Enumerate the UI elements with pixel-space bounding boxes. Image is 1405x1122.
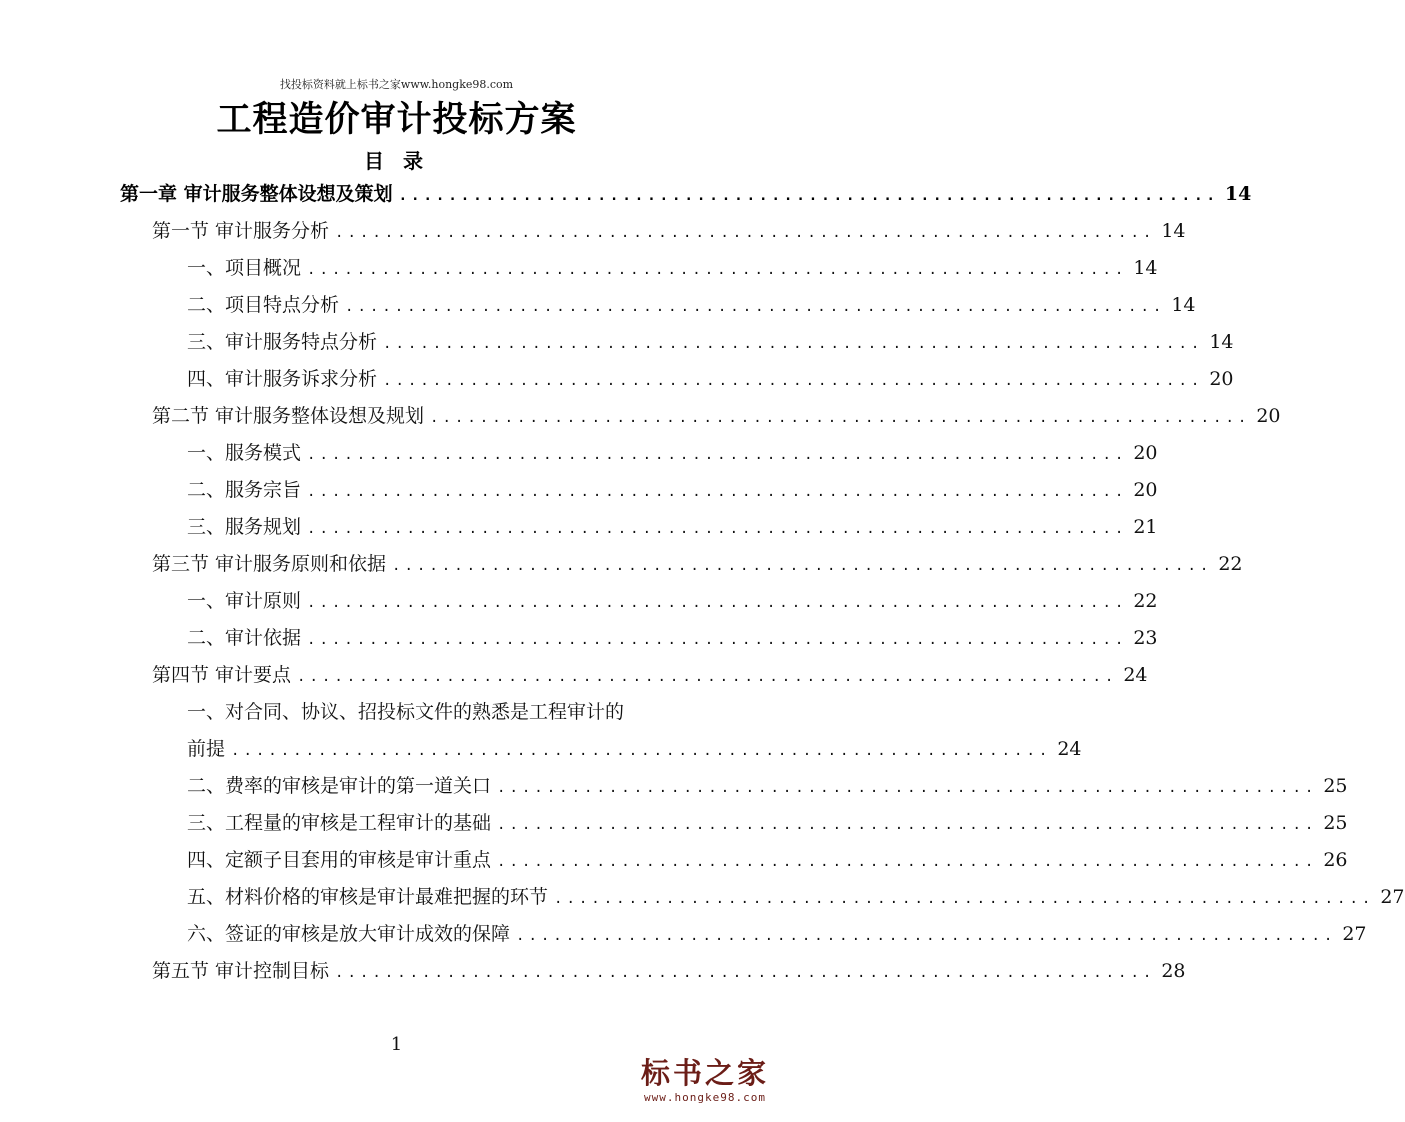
toc-entry-item[interactable] (187, 919, 1367, 949)
toc-dot-leader: .................................................................. (392, 558, 1213, 574)
toc-entry-label: 六、签证的审核是放大审计成效的保障 (187, 923, 511, 945)
toc-dot-leader: .................................................................. (231, 743, 1052, 759)
toc-entry-page: 25 (1323, 812, 1348, 834)
toc-entry-section[interactable] (152, 956, 1186, 986)
toc-entry-label: 二、服务宗旨 (187, 479, 302, 501)
toc-entry-label: 第四节 审计要点 (152, 664, 292, 686)
toc-entry-label: 第三节 审计服务原则和依据 (152, 553, 387, 575)
toc-entry-label: 三、工程量的审核是工程审计的基础 (187, 812, 492, 834)
toc-entry-page: 27 (1380, 886, 1405, 908)
watermark-url: www.hongke98.com (644, 1091, 766, 1104)
toc-entry-item[interactable] (187, 808, 1348, 838)
toc-dot-leader: .................................................................. (430, 410, 1251, 426)
toc-entry-item[interactable] (187, 512, 1158, 542)
toc-entry-label: 前提 (187, 738, 226, 760)
document-title: 工程造价审计投标方案 (216, 99, 577, 140)
toc-entry-item[interactable] (187, 327, 1234, 357)
toc-dot-leader: .................................................................. (497, 817, 1318, 833)
toc-entry-section[interactable] (152, 401, 1281, 431)
toc-entry-item[interactable] (187, 586, 1158, 616)
toc-dot-leader: .................................................................. (307, 262, 1128, 278)
toc-entry-page: 14 (1161, 220, 1186, 242)
toc-heading: 目 录 (364, 149, 429, 173)
toc-entry-page: 22 (1218, 553, 1243, 575)
toc-dot-leader: .................................................................. (307, 595, 1128, 611)
toc-entry-page: 14 (1171, 294, 1196, 316)
toc-entry-page: 26 (1323, 849, 1348, 871)
toc-entry-label: 五、材料价格的审核是审计最难把握的环节 (187, 886, 549, 908)
toc-entry-page: 14 (1133, 257, 1158, 279)
toc-entry-section[interactable] (152, 660, 1148, 690)
toc-entry-page: 20 (1133, 442, 1158, 464)
toc-dot-leader: .................................................................. (345, 299, 1166, 315)
toc-entry-page: 24 (1123, 664, 1148, 686)
toc-entry-page: 24 (1057, 738, 1082, 760)
toc-entry-item[interactable] (187, 771, 1348, 801)
toc-entry-label: 一、项目概况 (187, 257, 302, 279)
toc-entry-page: 20 (1256, 405, 1281, 427)
toc-entry-label: 第二节 审计服务整体设想及规划 (152, 405, 425, 427)
watermark-logo (630, 1055, 780, 1115)
toc-dot-leader: .................................................................. (307, 521, 1128, 537)
toc-entry-item[interactable] (187, 845, 1348, 875)
toc-dot-leader: .................................................................. (383, 373, 1204, 389)
toc-dot-leader: .................................................................. (516, 928, 1337, 944)
header-note: 找投标资料就上标书之家www.hongke98.com (279, 78, 514, 91)
toc-entry-item[interactable] (187, 253, 1158, 283)
toc-entry-label: 二、审计依据 (187, 627, 302, 649)
toc-entry-page: 20 (1133, 479, 1158, 501)
toc-entry-label: 一、服务模式 (187, 442, 302, 464)
toc-dot-leader: .................................................................. (335, 965, 1156, 981)
toc-entry-label: 三、服务规划 (187, 516, 302, 538)
toc-entry-item[interactable] (187, 623, 1158, 653)
toc-entry-page: 14 (1224, 183, 1252, 205)
toc-dot-leader: .................................................................. (383, 336, 1204, 352)
toc-entry-page: 22 (1133, 590, 1158, 612)
toc-entry-item[interactable] (187, 882, 1405, 912)
toc-entry-label: 三、审计服务特点分析 (187, 331, 378, 353)
toc-dot-leader: .................................................................. (398, 188, 1219, 204)
toc-dot-leader: .................................................................. (297, 669, 1118, 685)
toc-entry-label: 四、定额子目套用的审核是审计重点 (187, 849, 492, 871)
toc-entry-page: 23 (1133, 627, 1158, 649)
toc-entry-label: 二、费率的审核是审计的第一道关口 (187, 775, 492, 797)
toc-entry-item[interactable] (187, 734, 1082, 764)
toc-entry-page: 28 (1161, 960, 1186, 982)
toc-entry-page: 14 (1209, 331, 1234, 353)
toc-entry-item-wrapped[interactable] (187, 697, 673, 727)
toc-entry-item[interactable] (187, 364, 1234, 394)
toc-entry-page: 25 (1323, 775, 1348, 797)
toc-entry-item[interactable] (187, 475, 1158, 505)
toc-dot-leader: .................................................................. (497, 854, 1318, 870)
toc-entry-label: 二、项目特点分析 (187, 294, 340, 316)
toc-entry-section[interactable] (152, 216, 1186, 246)
toc-entry-label: 四、审计服务诉求分析 (187, 368, 378, 390)
toc-entry-page: 21 (1133, 516, 1158, 538)
toc-entry-label: 一、对合同、协议、招投标文件的熟悉是工程审计的 (187, 701, 625, 723)
toc-entry-page: 27 (1342, 923, 1367, 945)
toc-entry-label: 一、审计原则 (187, 590, 302, 612)
toc-entry-item[interactable] (187, 290, 1196, 320)
toc-dot-leader: .................................................................. (307, 632, 1128, 648)
toc-dot-leader: .................................................................. (307, 484, 1128, 500)
toc-dot-leader: .................................................................. (307, 447, 1128, 463)
toc-entry-label: 第五节 审计控制目标 (152, 960, 330, 982)
toc-entry-item[interactable] (187, 438, 1158, 468)
toc-entry-label: 第一章 审计服务整体设想及策划 (120, 183, 393, 205)
toc-entry-section[interactable] (152, 549, 1243, 579)
page-number: 1 (390, 1034, 403, 1055)
toc-dot-leader: .................................................................. (554, 891, 1375, 907)
toc-entry-chapter[interactable] (120, 179, 1252, 209)
watermark-name: 标书之家 (640, 1056, 769, 1090)
toc-dot-leader: .................................................................. (335, 225, 1156, 241)
toc-dot-leader: .................................................................. (497, 780, 1318, 796)
toc-entry-page: 20 (1209, 368, 1234, 390)
toc-entry-label: 第一节 审计服务分析 (152, 220, 330, 242)
